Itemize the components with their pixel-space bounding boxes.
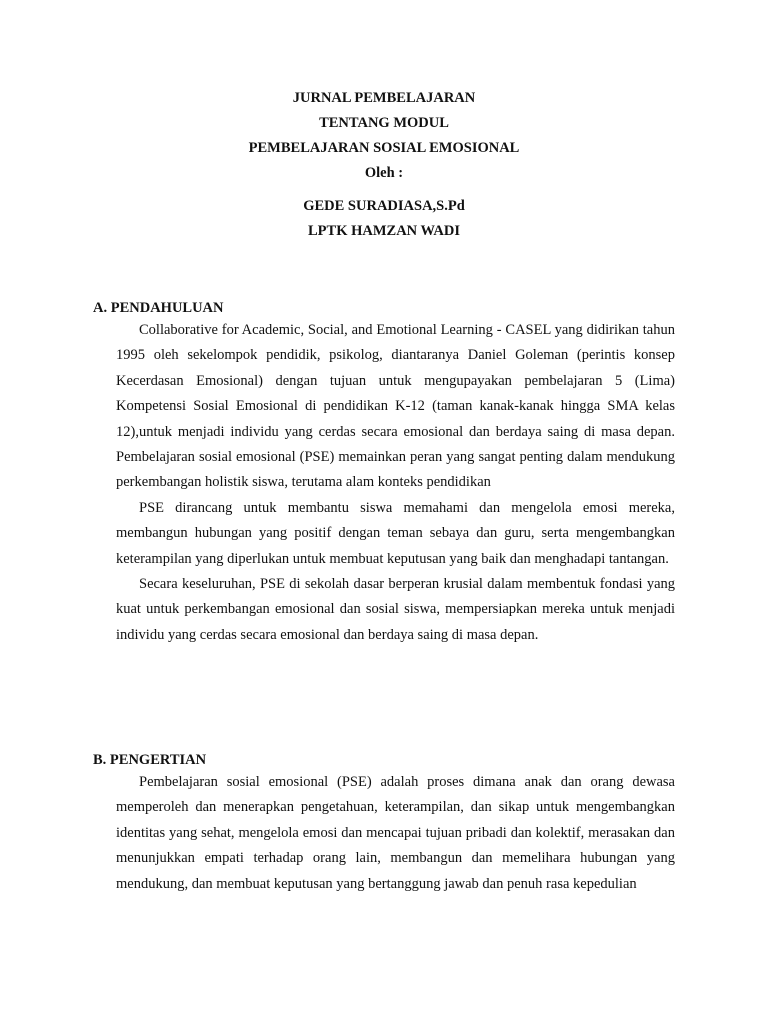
title-line-3: PEMBELAJARAN SOSIAL EMOSIONAL bbox=[248, 140, 520, 156]
section-a-paragraph: Collaborative for Academic, Social, and Emotional Learning - CASEL yang didirikan tahun 1995 oleh sekelompok pendidik, psikolog, diantaranya Daniel Goleman (perintis konsep Kecerdasan Emosional) dengan tujuan untuk mengupayakan pembelajaran 5 (Lima) Kompetensi Sosial Emosional di pendidikan K-12 (taman kanak-kanak hingga SMA kelas 12),untuk menjadi individu yang cerdas secara emosional dan berdaya saing di masa depan. Pembelajaran sosial emosional (PSE) memainkan peran yang sangat penting dalam mendukung perkembangan holistik siswa, terutama alam konteks pendidikan bbox=[116, 322, 675, 491]
title-line-1: JURNAL PEMBELAJARAN bbox=[292, 90, 476, 106]
title-oleh: Oleh : bbox=[364, 165, 404, 181]
author-institution: LPTK HAMZAN WADI bbox=[308, 223, 460, 239]
section-b-body bbox=[116, 770, 675, 897]
title-line-2: TENTANG MODUL bbox=[319, 115, 449, 131]
title-block bbox=[0, 86, 768, 244]
section-b-heading: B. PENGERTIAN bbox=[93, 752, 207, 768]
title-spacer bbox=[0, 186, 768, 194]
section-a-body bbox=[116, 318, 675, 648]
section-a-paragraph: PSE dirancang untuk membantu siswa memahami dan mengelola emosi mereka, membangun hubungan yang positif dengan teman sebaya dan guru, serta mengembangkan keterampilan yang diperlukan untuk membuat keputusan yang baik dan menghadapi tantangan. bbox=[116, 499, 675, 567]
author-name: GEDE SURADIASA,S.Pd bbox=[303, 198, 465, 214]
section-a-heading: A. PENDAHULUAN bbox=[93, 300, 224, 316]
section-a-paragraph: Secara keseluruhan, PSE di sekolah dasar berperan krusial dalam membentuk fondasi yang kuat untuk perkembangan emosional dan sosial siswa, mempersiapkan mereka untuk menjadi individu yang cerdas secara emosional dan berdaya saing di masa depan. bbox=[116, 576, 675, 643]
section-b-paragraph: Pembelajaran sosial emosional (PSE) adalah proses dimana anak dan orang dewasa memperoleh dan menerapkan pengetahuan, keterampilan, dan sikap untuk mengembangkan identitas yang sehat, mengelola emosi dan mencapai tujuan pribadi dan kolektif, merasakan dan menunjukkan empati terhadap orang lain, membangun dan memelihara hubungan yang mendukung, dan membuat keputusan yang bertanggung jawab dan penuh rasa kepedulian bbox=[116, 774, 675, 892]
